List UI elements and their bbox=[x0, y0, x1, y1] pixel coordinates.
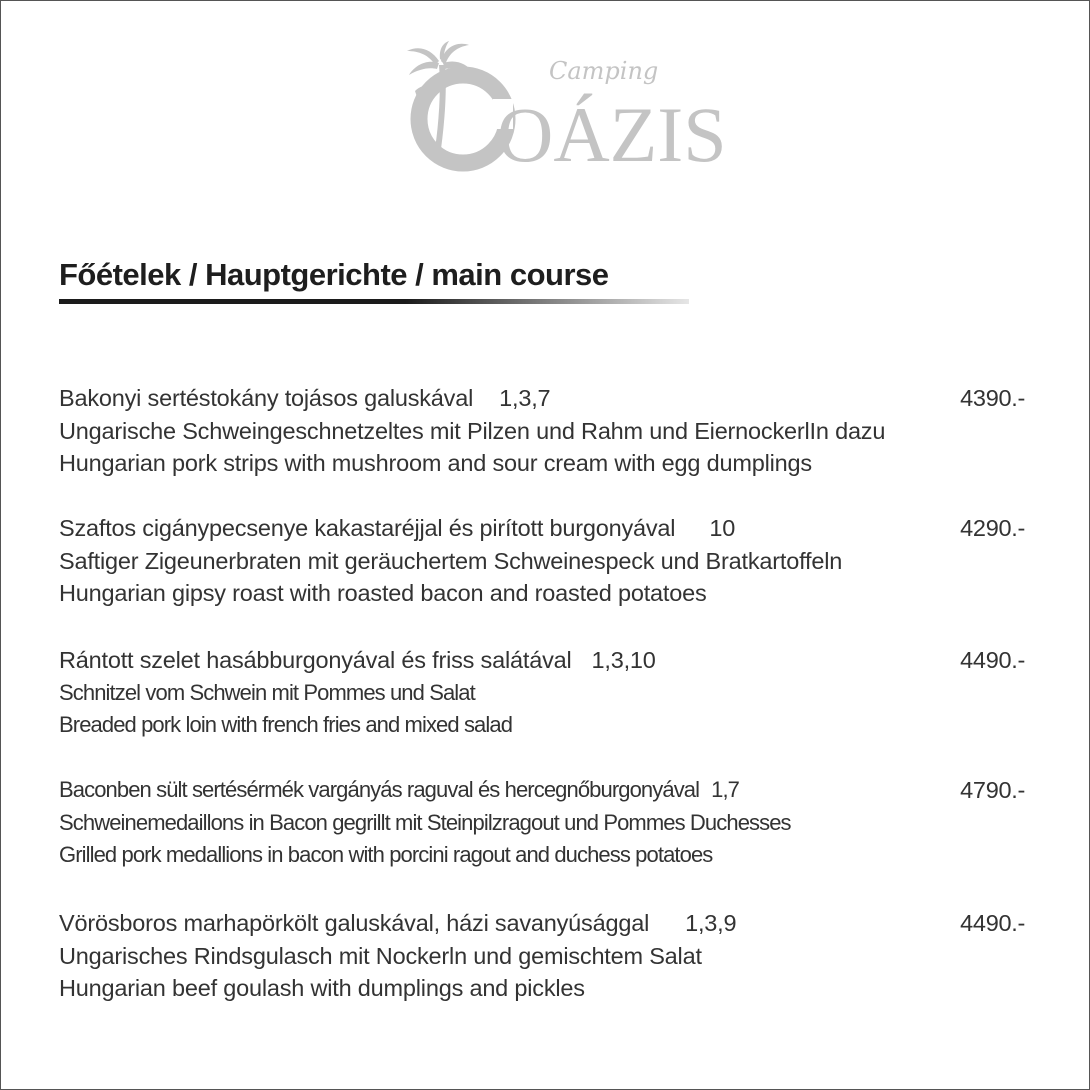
dish-name-de: Schnitzel vom Schwein mit Pommes und Salat bbox=[59, 679, 475, 705]
logo-wordmark: OÁZIS bbox=[497, 91, 727, 178]
menu-item bbox=[59, 382, 1039, 480]
allergen-codes: 1,3,10 bbox=[591, 647, 656, 673]
camping-oazis-logo bbox=[401, 39, 727, 178]
dish-name-en: Hungarian gipsy roast with roasted bacon and roasted potatoes bbox=[59, 580, 707, 606]
dish-name-de: Ungarisches Rindsgulasch mit Nockerln und gemischtem Salat bbox=[59, 942, 702, 969]
dish-name-en: Grilled pork medallions in bacon with porcini ragout and duchess potatoes bbox=[59, 842, 713, 867]
palm-tree-icon bbox=[401, 39, 727, 178]
section-heading: Főételek / Hauptgerichte / main course bbox=[59, 257, 609, 292]
menu-item bbox=[59, 512, 1039, 610]
dish-name-hu bbox=[59, 907, 1039, 940]
dish-name-en: Hungarian beef goulash with dumplings and pickles bbox=[59, 975, 585, 1001]
dish-title: Szaftos cigánypecsenye kakastaréjjal és pirított burgonyával bbox=[59, 515, 676, 541]
dish-price: 4490.- bbox=[960, 647, 1025, 673]
dish-name-hu bbox=[59, 382, 1039, 415]
dish-name-en: Breaded pork loin with french fries and mixed salad bbox=[59, 712, 513, 737]
dish-name-hu bbox=[59, 774, 1039, 807]
allergen-codes: 1,3,7 bbox=[499, 385, 551, 411]
menu-item bbox=[59, 907, 1039, 1005]
dish-title: Rántott szelet hasábburgonyával és friss salátával bbox=[59, 647, 572, 673]
dish-price: 4390.- bbox=[960, 385, 1025, 411]
allergen-codes: 1,7 bbox=[711, 777, 740, 802]
dish-name-de: Schweinemedaillons in Bacon gegrillt mit Steinpilzragout und Pommes Duchesses bbox=[59, 809, 791, 835]
dish-price: 4790.- bbox=[960, 777, 1025, 803]
dish-title: Bakonyi sertéstokány tojásos galuskával bbox=[59, 385, 474, 411]
dish-price: 4490.- bbox=[960, 910, 1025, 936]
allergen-codes: 1,3,9 bbox=[685, 910, 737, 936]
dish-name-de: Saftiger Zigeunerbraten mit geräuchertem Schweinespeck und Bratkartoffeln bbox=[59, 547, 843, 574]
dish-title: Baconben sült sertésérmék vargányás raguval és hercegnőburgonyával bbox=[59, 777, 700, 802]
dish-name-hu bbox=[59, 512, 1039, 545]
dish-name-en: Hungarian pork strips with mushroom and sour cream with egg dumplings bbox=[59, 450, 812, 476]
dish-name-de: Ungarische Schweingeschnetzeltes mit Pilzen und Rahm und EiernockerlIn dazu bbox=[59, 417, 886, 444]
menu-item bbox=[59, 774, 1039, 872]
logo-script-text: Camping bbox=[549, 57, 659, 85]
dish-name-hu bbox=[59, 644, 1039, 677]
allergen-codes: 10 bbox=[709, 515, 736, 541]
heading-underline bbox=[59, 299, 689, 304]
dish-title: Vörösboros marhapörkölt galuskával, házi savanyúsággal bbox=[59, 910, 650, 936]
dish-price: 4290.- bbox=[960, 515, 1025, 541]
menu-item bbox=[59, 644, 1039, 742]
